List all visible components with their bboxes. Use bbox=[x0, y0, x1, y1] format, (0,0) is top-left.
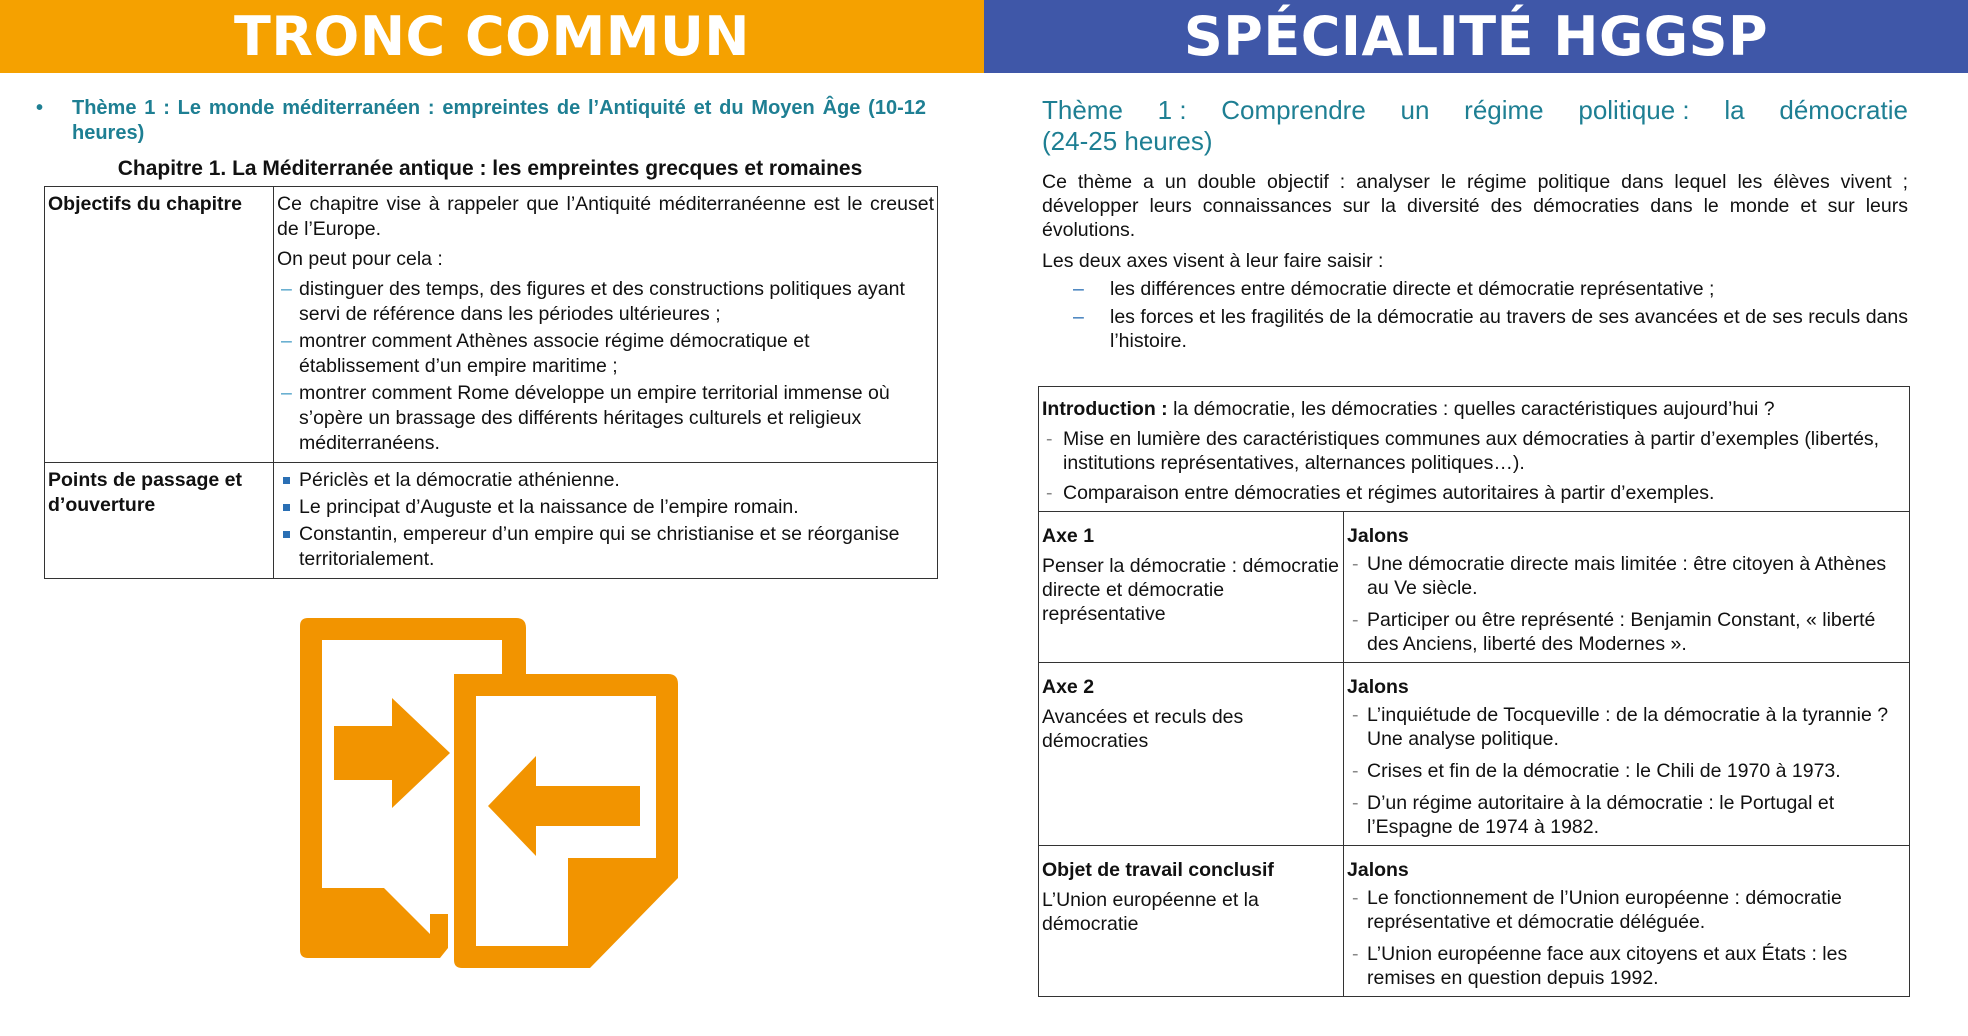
right-theme-line1: Thème 1 : Comprendre un régime politique : la démocratie bbox=[1042, 95, 1908, 125]
list-item: - D’un régime autoritaire à la démocratie : le Portugal et l’Espagne de 1974 à 1982. bbox=[1352, 792, 1835, 838]
dash-icon: - bbox=[1046, 428, 1053, 450]
right-theme-heading bbox=[1042, 95, 1908, 157]
jalons-label: Jalons bbox=[1347, 525, 1409, 547]
list-item: – montrer comment Athènes associe régime démocratique et établissement d’un empire maritime ; bbox=[281, 330, 810, 377]
objectifs-para2: On peut pour cela : bbox=[277, 248, 443, 270]
specialite-hggsp-banner: SPÉCIALITÉ HGGSP bbox=[984, 0, 1968, 73]
list-item: - L’inquiétude de Tocqueville : de la démocratie à la tyrannie ? Une analyse politique. bbox=[1352, 704, 1889, 750]
axe2-desc: Avancées et reculs des démocraties bbox=[1042, 706, 1244, 752]
dash-icon: - bbox=[1352, 792, 1359, 814]
axe1-desc: Penser la démocratie : démocratie directe et démocratie représentative bbox=[1042, 555, 1339, 625]
points-list bbox=[277, 468, 934, 572]
chapter-table bbox=[44, 186, 938, 579]
left-theme-text: Thème 1 : Le monde méditerranéen : empreintes de l’Antiquité et du Moyen Âge (10-12 heures) bbox=[72, 97, 926, 144]
objectifs-list bbox=[277, 277, 934, 456]
list-item: - Crises et fin de la démocratie : le Chili de 1970 à 1973. bbox=[1352, 760, 1841, 782]
list-item: - Comparaison entre démocraties et régimes autoritaires à partir d’exemples. bbox=[1046, 482, 1715, 504]
dash-icon: - bbox=[1352, 553, 1359, 575]
conclusif-title: Objet de travail conclusif bbox=[1042, 859, 1274, 881]
axes-intro: Les deux axes visent à leur faire saisir : bbox=[1042, 250, 1384, 272]
dash-icon: – bbox=[281, 382, 292, 404]
intro-list bbox=[1042, 427, 1906, 505]
dash-icon: - bbox=[1352, 609, 1359, 631]
list-item: – les forces et les fragilités de la démocratie au travers de ses avancées et de ses reculs dans l’histoire. bbox=[1073, 306, 1908, 352]
square-bullet-icon bbox=[283, 477, 290, 484]
dash-icon: - bbox=[1352, 704, 1359, 726]
conclusif-desc: L’Union européenne et la démocratie bbox=[1042, 889, 1259, 935]
jalons-list bbox=[1347, 886, 1906, 990]
list-item: - Mise en lumière des caractéristiques communes aux démocraties à partir d’exemples (libertés, institutions représentatives, alternances politiques…). bbox=[1046, 428, 1880, 474]
axe2-row bbox=[1039, 663, 1910, 846]
jalons-list bbox=[1347, 552, 1906, 656]
dash-icon: - bbox=[1352, 760, 1359, 782]
square-bullet-icon bbox=[283, 531, 290, 538]
dash-icon: - bbox=[1352, 943, 1359, 965]
dash-icon: - bbox=[1352, 887, 1359, 909]
intro-row bbox=[1039, 387, 1910, 512]
right-theme-line2: (24-25 heures) bbox=[1042, 126, 1213, 156]
axe1-left bbox=[1039, 512, 1344, 663]
list-item: – les différences entre démocratie directe et démocratie représentative ; bbox=[1073, 278, 1715, 300]
objectifs-header: Objectifs du chapitre bbox=[45, 187, 274, 463]
axes-list bbox=[1042, 277, 1908, 353]
jalons-label: Jalons bbox=[1347, 859, 1409, 881]
list-item: Périclès et la démocratie athénienne. bbox=[277, 468, 934, 493]
square-bullet-icon bbox=[283, 504, 290, 511]
jalons-list bbox=[1347, 703, 1906, 839]
dash-icon: – bbox=[1073, 278, 1084, 300]
right-intro-text: Ce thème a un double objectif : analyser le régime politique dans lequel les élèves vivent ; développer leurs connaissances sur la diversité des démocraties dans le monde et sur leurs évolutions. bbox=[1042, 171, 1908, 241]
intro-heading: Introduction : la démocratie, les démocraties : quelles caractéristiques aujourd’hui ? bbox=[1042, 398, 1775, 420]
objectifs-content bbox=[274, 187, 938, 463]
axe1-row bbox=[1039, 512, 1910, 663]
dash-icon: – bbox=[281, 278, 292, 300]
jalons-label: Jalons bbox=[1347, 676, 1409, 698]
conclusif-left bbox=[1039, 846, 1344, 997]
points-row bbox=[45, 463, 938, 579]
left-theme-heading bbox=[36, 96, 926, 146]
list-item: - Le fonctionnement de l’Union européenne : démocratie représentative et démocratie déléguée. bbox=[1352, 887, 1842, 933]
exchange-documents-icon bbox=[300, 618, 730, 978]
objectifs-para1: Ce chapitre vise à rappeler que l’Antiquité méditerranéenne est le creuset de l’Europe. bbox=[277, 193, 934, 240]
conclusif-right bbox=[1344, 846, 1910, 997]
points-header: Points de passage et d’ouverture bbox=[45, 463, 274, 579]
dash-icon: – bbox=[281, 330, 292, 352]
dash-icon: – bbox=[1073, 306, 1084, 328]
intro-cell bbox=[1039, 387, 1910, 512]
list-item: Constantin, empereur d’un empire qui se christianise et se réorganise territorialement. bbox=[277, 522, 934, 572]
chapter-title: Chapitre 1. La Méditerranée antique : les empreintes grecques et romaines bbox=[117, 157, 863, 180]
objectifs-row bbox=[45, 187, 938, 463]
list-item: - L’Union européenne face aux citoyens et aux États : les remises en question depuis 1992. bbox=[1352, 943, 1848, 989]
bullet-icon: • bbox=[36, 97, 44, 119]
list-item: - Une démocratie directe mais limitée : être citoyen à Athènes au Ve siècle. bbox=[1352, 553, 1887, 599]
axe2-left bbox=[1039, 663, 1344, 846]
list-item: – distinguer des temps, des figures et des constructions politiques ayant servi de référence dans les périodes ultérieures ; bbox=[281, 278, 905, 325]
list-item: – montrer comment Rome développe un empire territorial immense où s’opère un brassage des différents héritages culturels et religieux méditerranéens. bbox=[281, 382, 890, 454]
right-axes-block bbox=[1042, 249, 1908, 357]
axe1-title: Axe 1 bbox=[1042, 525, 1095, 547]
list-item: - Participer ou être représenté : Benjamin Constant, « liberté des Anciens, liberté des Modernes ». bbox=[1352, 609, 1876, 655]
points-content bbox=[274, 463, 938, 579]
hggsp-table bbox=[1038, 386, 1910, 997]
list-item: Le principat d’Auguste et la naissance de l’empire romain. bbox=[277, 495, 934, 520]
axe2-title: Axe 2 bbox=[1042, 676, 1095, 698]
axe2-right bbox=[1344, 663, 1910, 846]
conclusif-row bbox=[1039, 846, 1910, 997]
dash-icon: - bbox=[1046, 482, 1053, 504]
axe1-right bbox=[1344, 512, 1910, 663]
tronc-commun-banner: TRONC COMMUN bbox=[0, 0, 984, 73]
